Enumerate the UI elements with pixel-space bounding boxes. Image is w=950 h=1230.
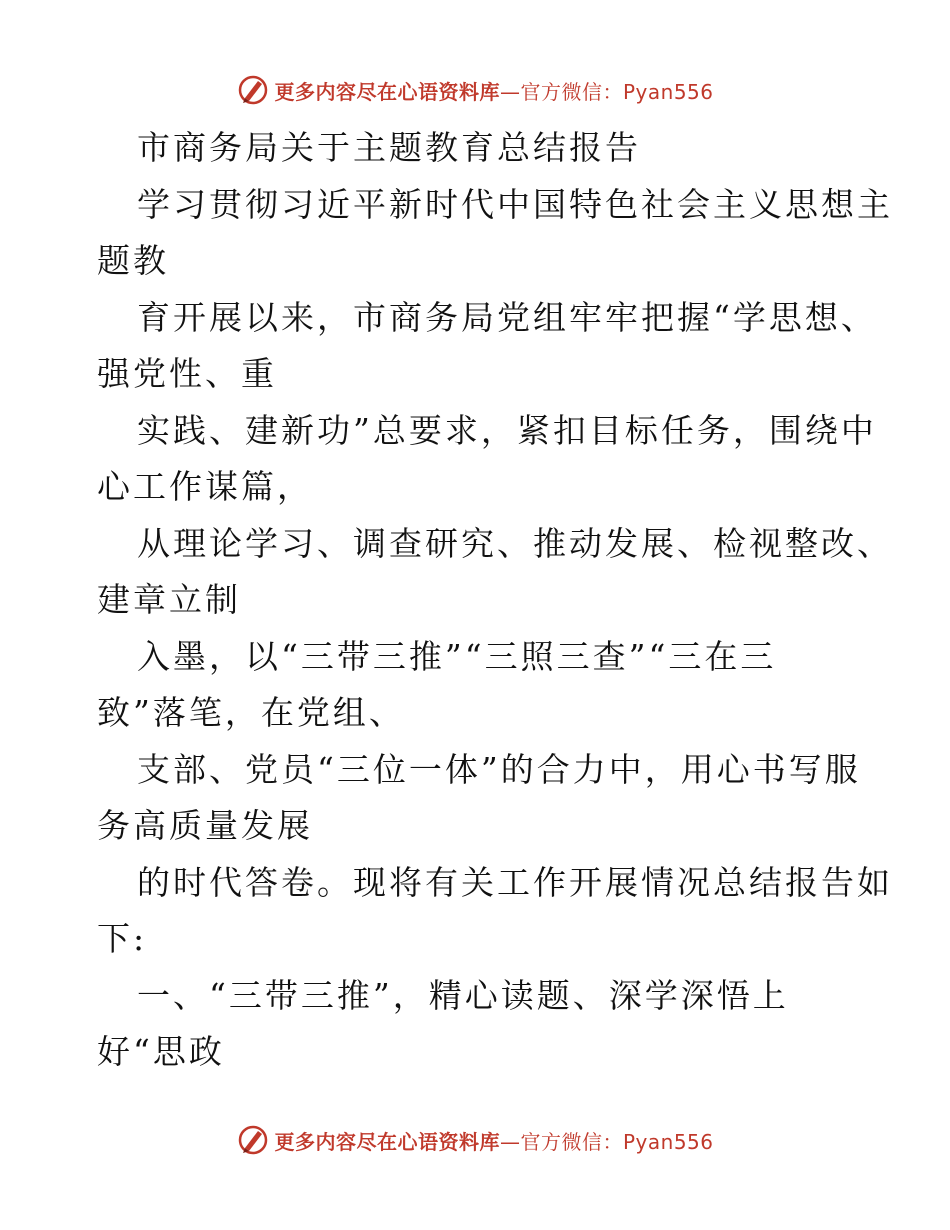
paragraph-line: 学习贯彻习近平新时代中国特色社会主义思想主 (137, 184, 893, 224)
header-watermark (0, 70, 950, 110)
footer-watermark (0, 1120, 950, 1160)
paragraph-line: 下: (97, 919, 148, 958)
paragraph-line: 致”落笔，在党组、 (97, 693, 405, 732)
watermark-suffix: 官方微信： (520, 79, 623, 104)
paragraph-line: 题教 (97, 241, 169, 280)
paragraph-line: 的时代答卷。现将有关工作开展情况总结报告如 (137, 862, 893, 902)
paragraph-line: 建章立制 (97, 580, 241, 619)
paragraph-line: 心工作谋篇， (97, 467, 313, 506)
paragraph-line: 实践、建新功”总要求，紧扣目标任务，围绕中 (137, 410, 877, 450)
watermark-main-text: 更多内容尽在心语资料库 (274, 79, 500, 104)
section-heading-continued: 好“思政 (97, 1032, 225, 1071)
watermark-separator: — (499, 1129, 521, 1154)
watermark-main-text: 更多内容尽在心语资料库 (274, 1129, 500, 1154)
document-title: 市商务局关于主题教育总结报告 (137, 128, 641, 167)
paragraph-line: 育开展以来，市商务局党组牢牢把握“学思想、 (137, 297, 877, 337)
watermark-brand: Pyan556 (622, 79, 714, 104)
section-heading: 一、“三带三推”，精心读题、深学深悟上 (137, 975, 789, 1015)
watermark-suffix: 官方微信： (520, 1129, 623, 1154)
document-body (97, 120, 893, 1081)
paragraph-line: 入墨，以“三带三推”“三照三查”“三在三 (137, 636, 777, 676)
paragraph-line: 强党性、重 (97, 354, 277, 393)
watermark-brand: Pyan556 (622, 1129, 714, 1154)
paragraph-line: 支部、党员“三位一体”的合力中，用心书写服 (137, 749, 861, 789)
watermark-separator: — (499, 79, 521, 104)
paragraph-line: 务高质量发展 (97, 806, 313, 845)
pen-logo-icon (236, 1123, 270, 1157)
pen-logo-icon (236, 73, 270, 107)
paragraph-line: 从理论学习、调查研究、推动发展、检视整改、 (137, 523, 893, 563)
